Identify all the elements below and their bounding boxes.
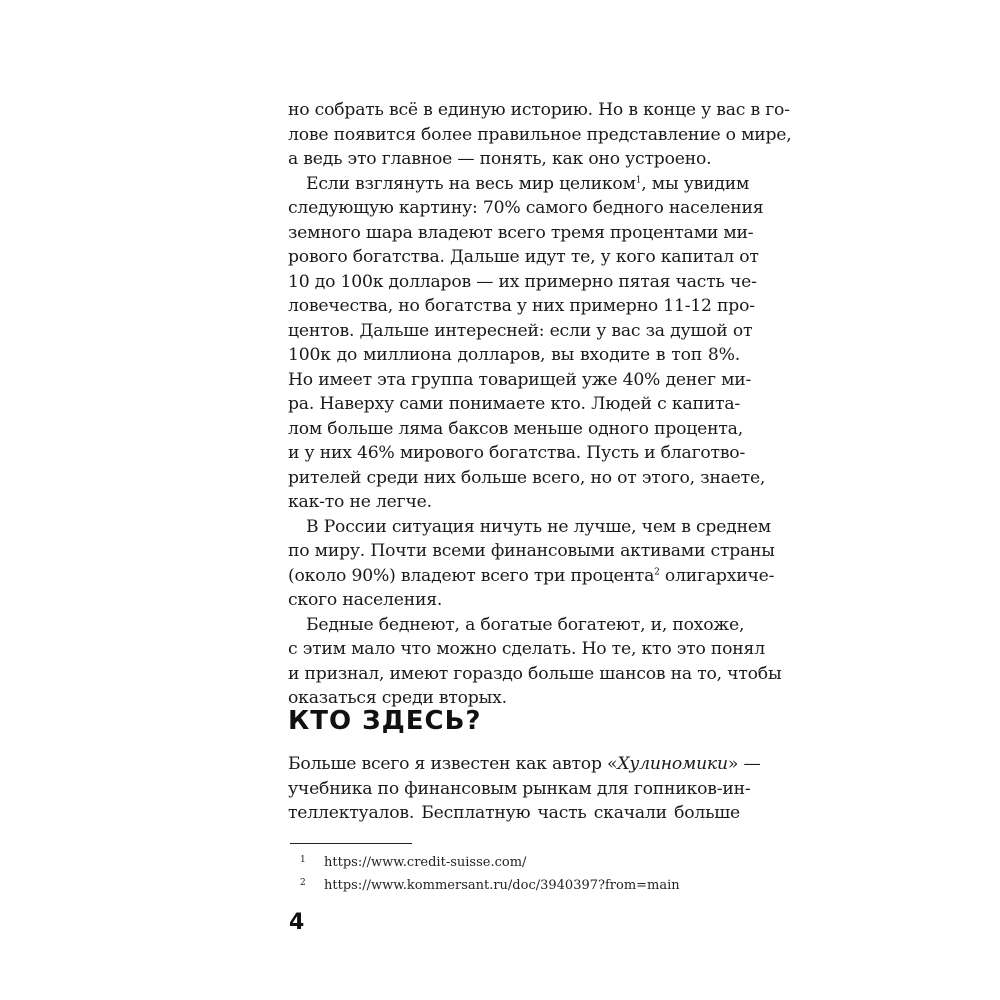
text-line: и у них 46% мирового богатства. Пусть и благотво- [288, 443, 746, 463]
footnote-number: 1 [300, 855, 306, 865]
footnote-divider [290, 843, 412, 844]
text-line: центов. Дальше интересней: если у вас за душой от [288, 320, 753, 341]
book-title: Хулиномики [617, 754, 728, 774]
text-line: как-то не легче. [288, 492, 432, 512]
text-line: с этим мало что можно сделать. Но те, кто это понял [288, 639, 765, 659]
text-line: лове появится более правильное представление о мире, [288, 124, 792, 145]
text-line: ского населения. [288, 590, 443, 610]
text-line: следующую картину: 70% самого бедного населения [288, 198, 764, 218]
text-line: учебника по финансовым рынкам для гопников-ин- [288, 778, 751, 799]
page-number: 4 [289, 910, 305, 935]
text-line: оказаться среди вторых. [288, 688, 507, 708]
text-line: ловечества, но богатства у них примерно 11-12 про- [288, 296, 755, 316]
text-line: лом больше ляма баксов меньше одного процента, [288, 418, 743, 439]
footnote-link[interactable]: https://www.kommersant.ru/doc/3940397?from=main [324, 878, 680, 893]
text-line: Если взглянуть на весь мир целиком$^1$, мы увидим [306, 173, 750, 194]
section-text [288, 752, 761, 826]
text-line: но собрать всё в единую историю. Но в конце у вас в го- [288, 100, 790, 120]
footnote [300, 852, 680, 875]
section-heading: КТО ЗДЕСЬ? [288, 706, 482, 736]
footnotes [300, 852, 680, 898]
footnote-ref[interactable]: 2 [654, 566, 660, 577]
text-line: Но имеет эта группа товарищей уже 40% денег ми- [288, 369, 752, 390]
text-line: Больше всего я известен как автор «Хулиномики» — [288, 754, 761, 774]
text-line: ра. Наверху сами понимаете кто. Людей с капита- [288, 394, 740, 414]
main-text [288, 98, 792, 711]
text-line: и признал, имеют гораздо больше шансов на то, чтобы [288, 663, 782, 684]
text-line: рового богатства. Дальше идут те, у кого капитал от [288, 247, 759, 267]
footnote [300, 875, 680, 898]
footnote-ref[interactable]: 1 [635, 174, 642, 185]
footnote-number: 2 [300, 878, 306, 888]
text-line: В России ситуация ничуть не лучше, чем в среднем [306, 516, 771, 537]
text-line: Бедные беднеют, а богатые богатеют, и, похоже, [306, 614, 745, 635]
text-line: 10 до 100к долларов — их примерно пятая часть че- [288, 271, 757, 292]
text-line: по миру. Почти всеми финансовыми активами страны [288, 541, 775, 561]
text-line: рителей среди них больше всего, но от этого, знаете, [288, 467, 766, 488]
text-line: а ведь это главное — понять, как оно устроено. [288, 149, 712, 169]
text-line: теллектуалов. Бесплатную часть скачали больше [288, 803, 740, 823]
text-line: (около 90%) владеют всего три процента$^2$ олигархиче- [288, 565, 775, 586]
footnote-link[interactable]: https://www.credit-suisse.com/ [324, 855, 527, 870]
text-line: земного шара владеют всего тремя процентами ми- [288, 222, 754, 243]
text-line: 100к до миллиона долларов, вы входите в топ 8%. [288, 345, 740, 365]
